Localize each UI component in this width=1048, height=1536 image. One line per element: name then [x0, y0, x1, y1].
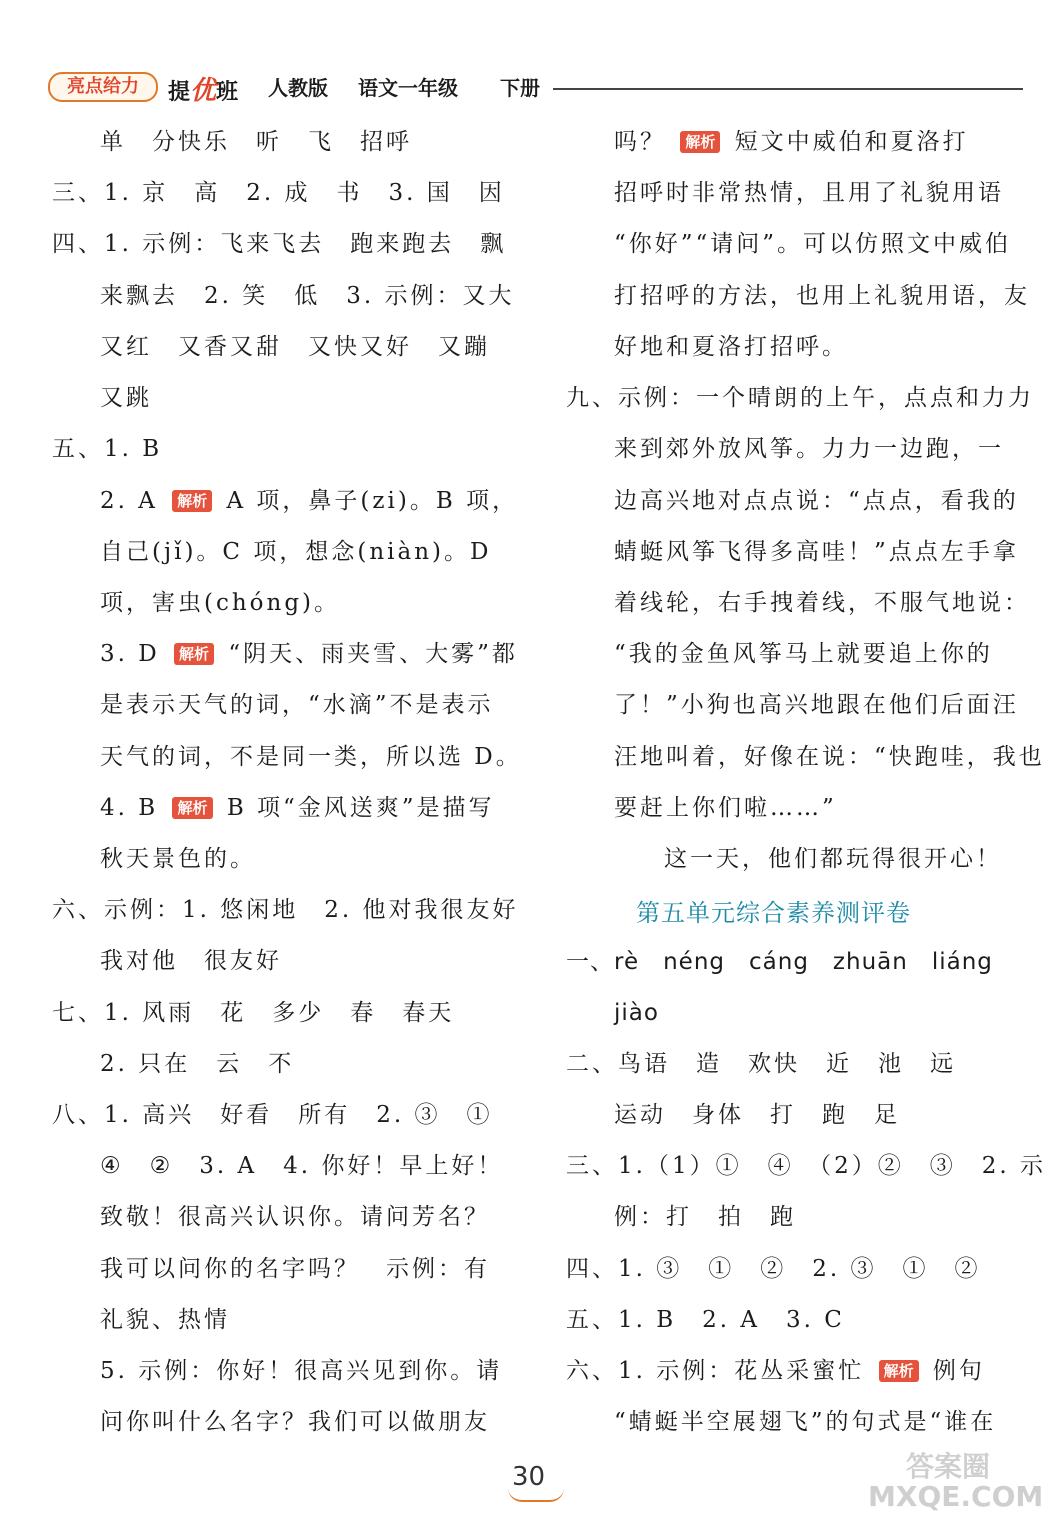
page-number-arc — [508, 1488, 564, 1502]
answer-line: 四、1. ③ ① ② 2. ③ ① ② — [566, 1256, 981, 1282]
answer-line: 单 分快乐 听 飞 招呼 — [100, 129, 412, 155]
analysis-tag: 解析 — [172, 490, 212, 512]
answer-text: 2. A — [100, 488, 158, 514]
answer-line: 我可以问你的名字吗？ 示例：有 — [100, 1256, 490, 1282]
series-suffix: 班 — [216, 80, 239, 105]
page-number: 30 — [512, 1462, 546, 1492]
answer-line: 六、示例：1. 悠闲地 2. 他对我很友好 — [52, 897, 519, 923]
answer-line — [614, 127, 969, 157]
series-prefix: 提 — [168, 80, 191, 105]
answer-line: 好地和夏洛打招呼。 — [614, 334, 848, 360]
answer-line: 招呼时非常热情，且用了礼貌用语 — [614, 180, 1004, 206]
volume-label: 下册 — [500, 76, 540, 100]
answer-line: 5. 示例：你好！很高兴见到你。请 — [100, 1358, 503, 1384]
analysis-text: A 项，鼻子(zi)。B 项， — [226, 488, 519, 514]
answer-line: 秋天景色的。 — [100, 846, 256, 872]
page-header — [48, 68, 1023, 108]
analysis-text: 例句 — [932, 1358, 985, 1384]
answer-line: 来飘去 2. 笑 低 3. 示例：又大 — [100, 283, 515, 309]
answer-line: “我的金鱼风筝马上就要追上你的 — [614, 641, 993, 667]
edition-label: 人教版 — [268, 76, 328, 100]
answer-line: 又跳 — [100, 385, 152, 411]
answer-line: 八、1. 高兴 好看 所有 2. ③ ① — [52, 1102, 493, 1128]
answer-line: 二、鸟语 造 欢快 近 池 远 — [566, 1051, 956, 1077]
analysis-tag: 解析 — [879, 1360, 919, 1382]
answer-line: 七、1. 风雨 花 多少 春 春天 — [52, 1000, 455, 1026]
pinyin-line: jiào — [614, 1000, 659, 1026]
answer-line: 汪地叫着，好像在说：“快跑哇，我也 — [614, 744, 1045, 770]
answer-line: 是表示天气的词，“水滴”不是表示 — [100, 692, 494, 718]
answer-line: 了！”小狗也高兴地跟在他们后面汪 — [614, 692, 1019, 718]
answer-line: 天气的词，不是同一类，所以选 D。 — [100, 744, 522, 770]
subject-label: 语文一年级 — [358, 76, 458, 100]
analysis-text: B 项“金风送爽”是描写 — [226, 795, 495, 821]
header-rule — [553, 88, 1023, 90]
answer-text: 六、1. 示例：花丛采蜜忙 — [566, 1358, 865, 1384]
answer-line — [100, 639, 518, 669]
answer-line: 着线轮，右手拽着线，不服气地说： — [614, 590, 1030, 616]
answer-line: “蜻蜓半空展翅飞”的句式是“谁在 — [614, 1409, 997, 1435]
answer-line — [100, 486, 518, 516]
watermark-logo: 答案圈 MXQE.COM — [868, 1450, 1044, 1513]
answer-line: ④ ② 3. A 4. 你好！早上好！ — [100, 1153, 504, 1179]
answer-line: 五、1. B — [52, 436, 163, 462]
answer-line: 来到郊外放风筝。力力一边跑，一 — [614, 436, 1004, 462]
answer-line: 致敬！很高兴认识你。请问芳名？ — [100, 1204, 490, 1230]
answer-line: 项，害虫(chóng)。 — [100, 590, 341, 616]
answer-line: 这一天，他们都玩得很开心！ — [664, 846, 1002, 872]
answer-line — [100, 793, 495, 823]
analysis-text: “阴天、雨夹雪、大雾”都 — [228, 641, 518, 667]
series-name — [168, 70, 238, 107]
answer-line: 又红 又香又甜 又快又好 又蹦 — [100, 334, 490, 360]
section-title: 第五单元综合素养测评卷 — [636, 899, 911, 927]
answer-line: 运动 身体 打 跑 足 — [614, 1102, 900, 1128]
answer-line: 边高兴地对点点说：“点点，看我的 — [614, 488, 1019, 514]
answer-line: 例：打 拍 跑 — [614, 1204, 796, 1230]
answer-text: 3. D — [100, 641, 160, 667]
answer-line: 三、1.（1）① ④ （2）② ③ 2. 示 — [566, 1153, 1046, 1179]
pinyin-line: 一、rè néng cáng zhuān liáng — [566, 949, 993, 975]
answer-line: 礼貌、热情 — [100, 1307, 230, 1333]
analysis-tag: 解析 — [174, 643, 214, 665]
answer-line: 九、示例：一个晴朗的上午，点点和力力 — [566, 385, 1034, 411]
answer-line: 问你叫什么名字？我们可以做朋友 — [100, 1409, 490, 1435]
answer-line: 2. 只在 云 不 — [100, 1051, 295, 1077]
answer-line: 我对他 很友好 — [100, 948, 282, 974]
analysis-text: 短文中威伯和夏洛打 — [734, 129, 969, 155]
answer-line: 五、1. B 2. A 3. C — [566, 1307, 845, 1333]
answer-line: 蜻蜓风筝飞得多高哇！”点点左手拿 — [614, 539, 1019, 565]
answer-line: 自己(jǐ)。C 项，想念(niàn)。D — [100, 539, 492, 565]
brand-badge: 亮点给力 — [48, 72, 158, 102]
answer-line: 打招呼的方法，也用上礼貌用语，友 — [614, 283, 1030, 309]
answer-line: 三、1. 京 高 2. 成 书 3. 国 因 — [52, 180, 505, 206]
answer-line — [566, 1356, 985, 1386]
answer-line: 要赶上你们啦……” — [614, 795, 837, 821]
answer-line: 四、1. 示例：飞来飞去 跑来跑去 飘 — [52, 231, 507, 257]
answer-text: 4. B — [100, 795, 159, 821]
analysis-tag: 解析 — [172, 797, 212, 819]
analysis-tag: 解析 — [680, 131, 720, 153]
answer-line: “你好”“请问”。可以仿照文中威伯 — [614, 231, 1012, 257]
series-emph: 优 — [190, 76, 217, 106]
answer-text: 吗？ — [614, 129, 666, 155]
